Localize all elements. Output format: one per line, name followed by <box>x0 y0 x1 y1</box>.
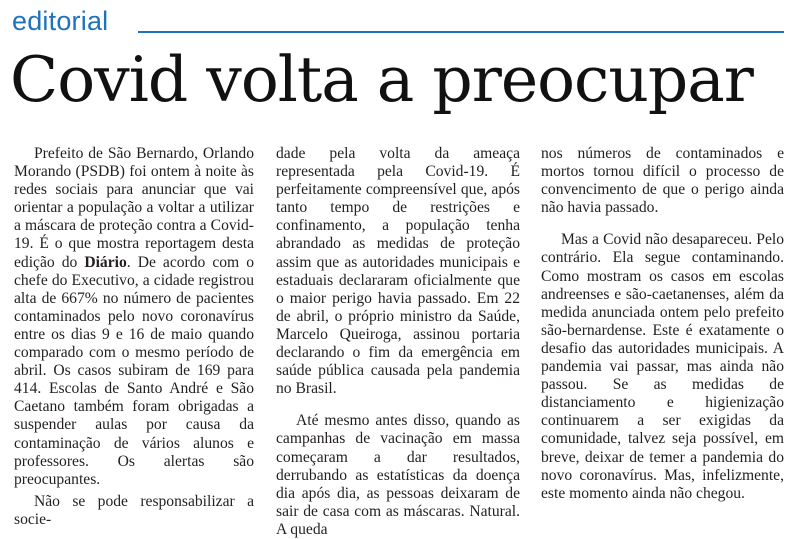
article-column-2 <box>276 145 520 538</box>
newspaper-name: Diário <box>84 253 127 271</box>
section-label: editorial <box>12 6 109 36</box>
article-column-3 <box>541 145 784 506</box>
paragraph: Prefeito de São Bernardo, Orlando Morando (PSDB) foi ontem à noite às redes sociais para anunciar que vai orientar a população a voltar a utilizar a máscara de proteção contra a Covid-19. É o que mostra reportagem desta edição do Diário. De acordo com o chefe do Executivo, a cidade registrou alta de 667% no número de pacientes contaminados pelo novo coronavírus entre os dias 9 e 16 de maio quando comparado com o mesmo período de abril. Os casos subiram de 169 para 414. Escolas de Santo André e São Caetano também foram obrigadas a suspender aulas por causa da contaminação de vários alunos e professores. Os alertas são preocupantes. <box>14 145 254 488</box>
headline: Covid volta a preocupar <box>10 43 753 116</box>
paragraph: Até mesmo antes disso, quando as campanhas de vacinação em massa começaram a dar resultados, derrubando as estatísticas da doença dia após dia, as pessoas deixaram de sair de casa com as máscaras. Natural. A queda <box>276 412 520 538</box>
paragraph: nos números de contaminados e mortos tornou difícil o processo de convencimento de que o perigo ainda não havia passado. <box>541 145 784 217</box>
paragraph: Mas a Covid não desapareceu. Pelo contrário. Ela segue contaminando. Como mostram os casos em escolas andreenses e são-caetanenses, além da medida anunciada ontem pelo prefeito são-bernardense. Este é exatamente o desafio das autoridades municipais. A pandemia vai passar, mas ainda não passou. Se as medidas de distanciamento e higienização continuarem a ser exigidas da comunidade, talvez seja possível, em breve, deixar de temer a pandemia do novo coronavírus. Mas, infelizmente, este momento ainda não chegou. <box>541 231 784 502</box>
paragraph: Não se pode responsabilizar a socie- <box>14 492 254 528</box>
article-column-1 <box>14 145 254 528</box>
paragraph: dade pela volta da ameaça representada pela Covid-19. É perfeitamente compreensível que, após tanto tempo de restrições e confinamento, a população tenha abrandado as medidas de proteção assim que as autoridades municipais e estaduais declararam oficialmente que o maior perigo havia passado. Em 22 de abril, o próprio ministro da Saúde, Marcelo Queiroga, assinou portaria declarando o fim da emergência em saúde pública causada pela pandemia no Brasil. <box>276 145 520 398</box>
section-divider <box>138 31 784 33</box>
